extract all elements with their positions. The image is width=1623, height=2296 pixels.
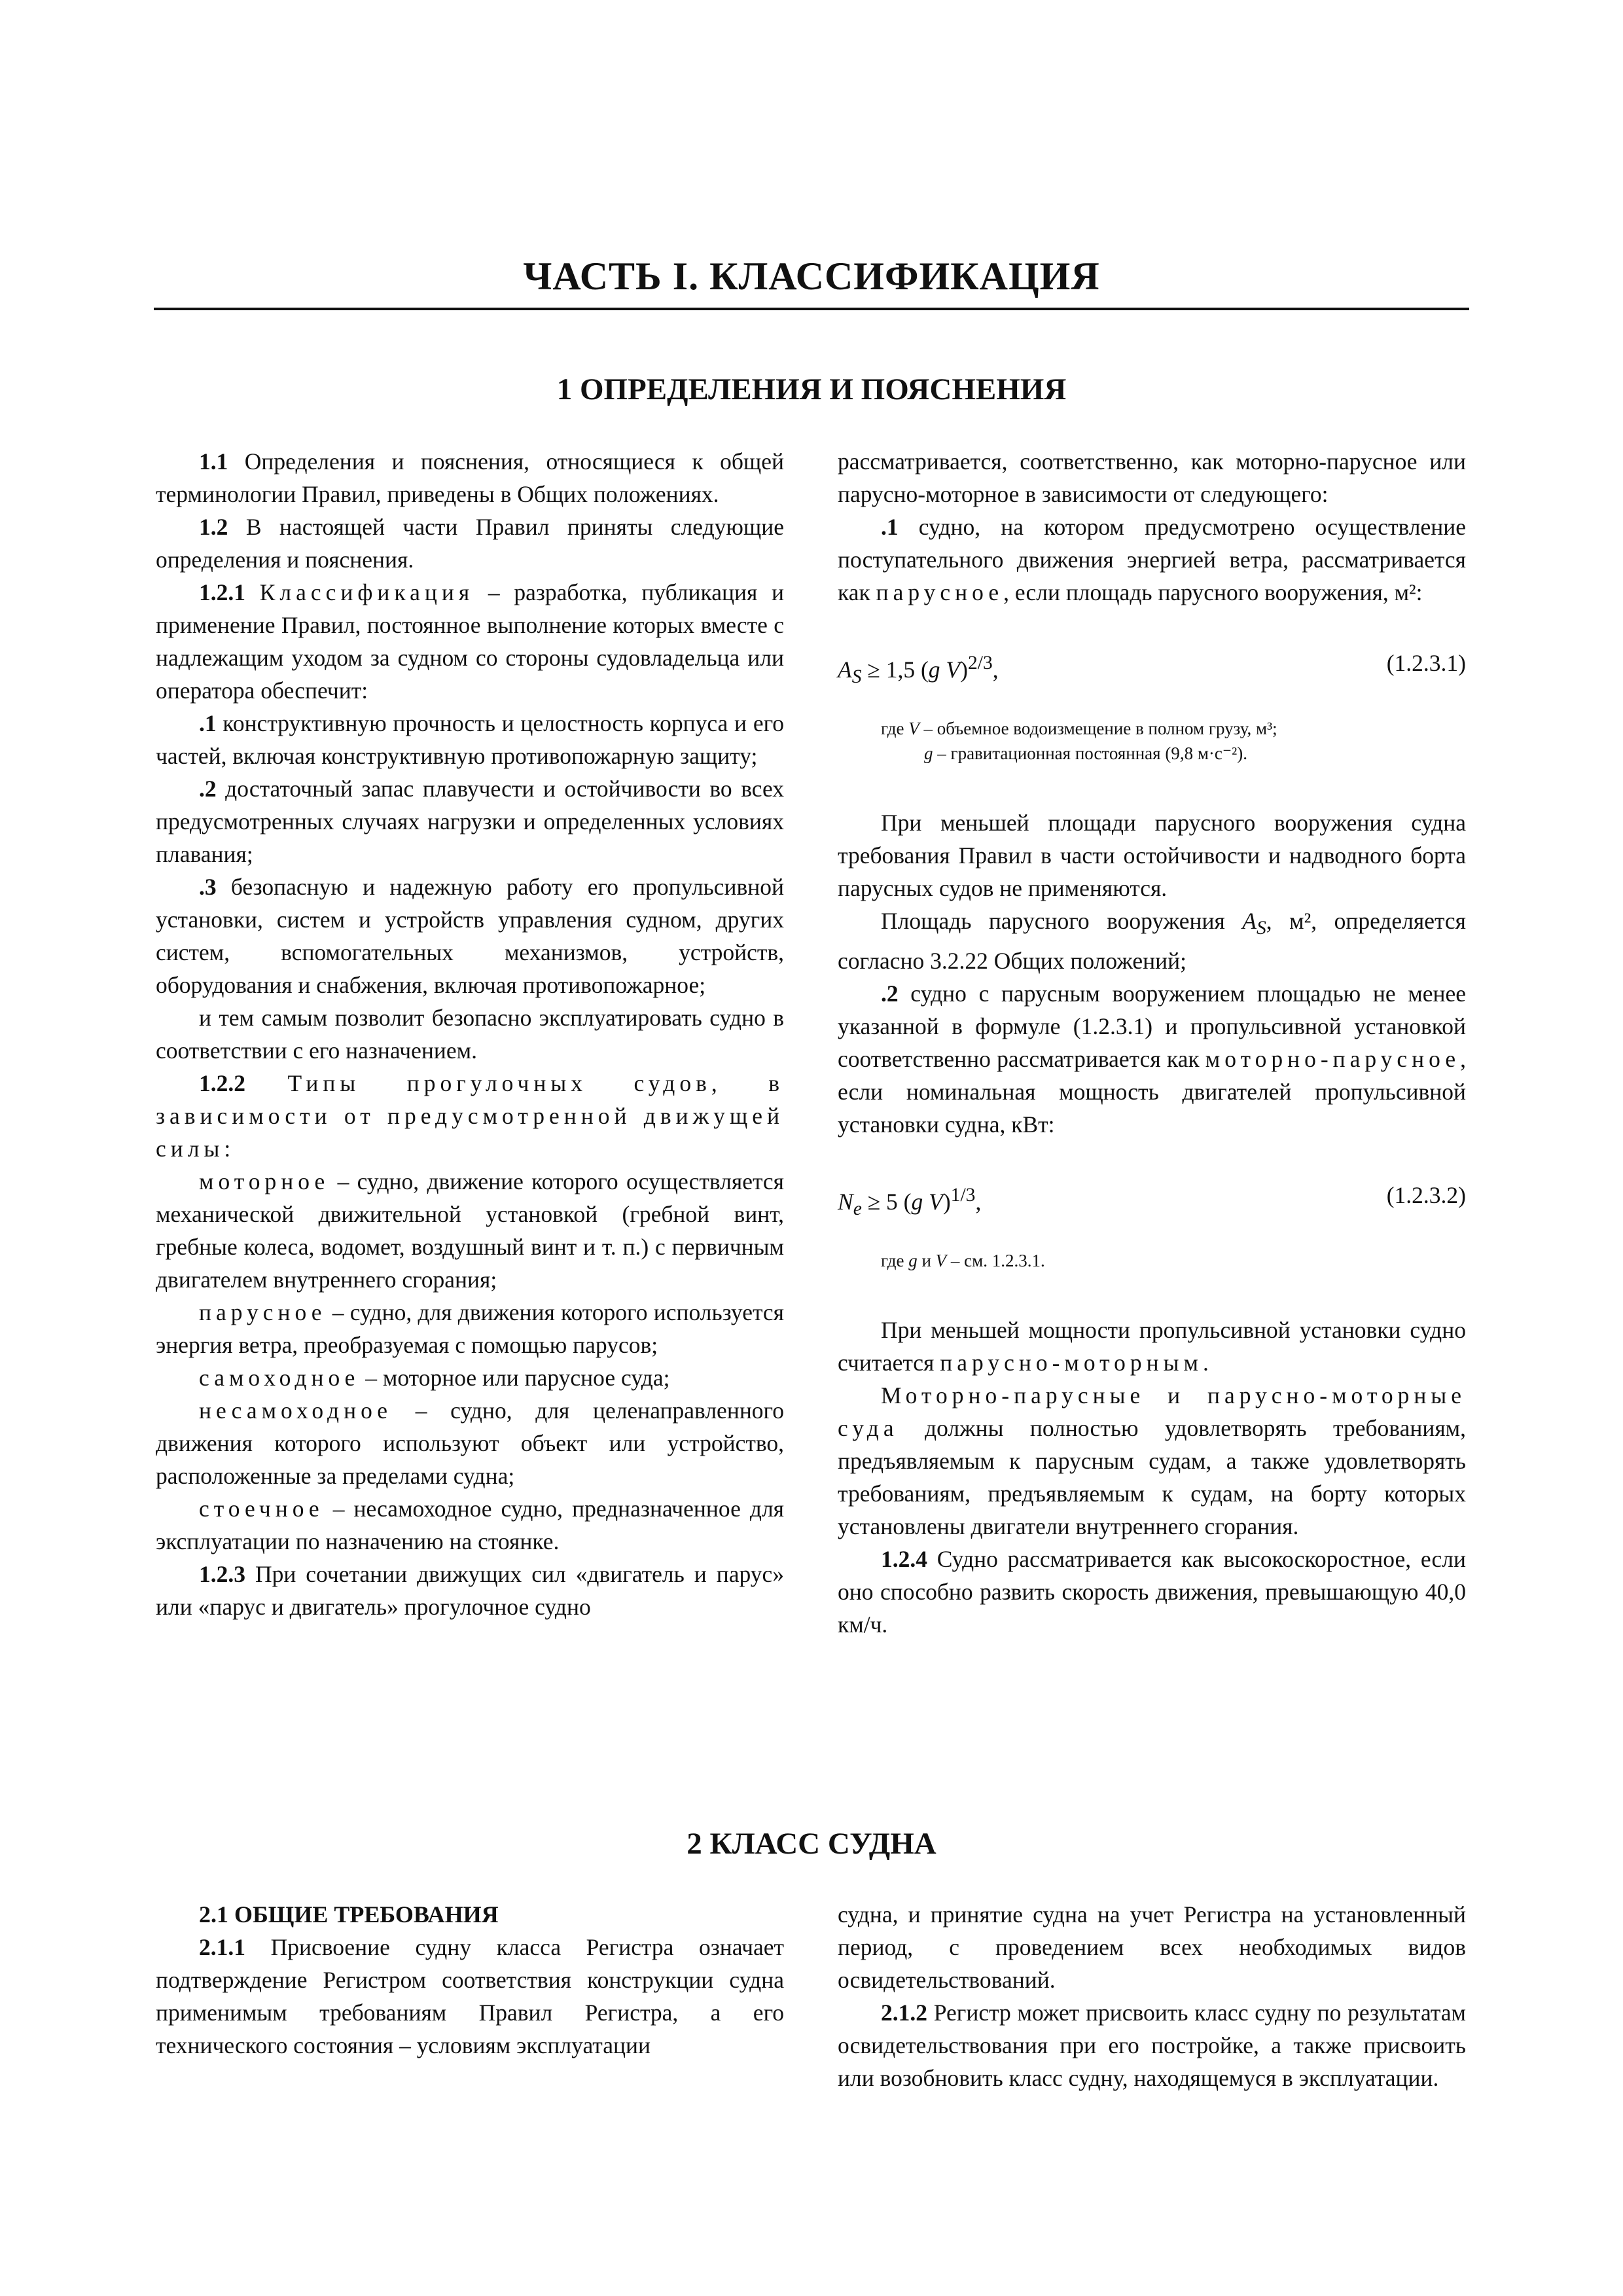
defined-term: стоечное bbox=[199, 1496, 324, 1522]
clause-number: 1.2 bbox=[199, 514, 228, 540]
section-1-title: 1 ОПРЕДЕЛЕНИЯ И ПОЯСНЕНИЯ bbox=[556, 372, 1067, 406]
clause-number: 1.2.2 bbox=[199, 1070, 245, 1096]
section-2-title: 2 КЛАСС СУДНА bbox=[687, 1827, 936, 1861]
list-item-3: .3 безопасную и надежную работу его пропульсивной установки, систем и устройств управления судном, других систем, вспомогательных механизмов, устройств, оборудования и снабжения, включая противопожарное; bbox=[156, 874, 784, 998]
formula-1-2-3-1 bbox=[838, 647, 1466, 686]
paragraph-continuation: судна, и принятие судна на учет Регистра на установленный период, с проведением всех необходимых видов освидетельствований. bbox=[838, 1901, 1466, 1993]
type-motor: моторное – судно, движение которого осуществляется механической движительной установкой (гребной винт, гребные колеса, водомет, воздушный винт и т. п.) с первичным двигателем внутреннего сгорания; bbox=[156, 1168, 784, 1293]
defined-term: парусно-моторным bbox=[940, 1350, 1204, 1376]
formula-number: (1.2.3.1) bbox=[1386, 650, 1466, 676]
item-number: .1 bbox=[881, 514, 899, 540]
clause-number: 1.1 bbox=[199, 448, 228, 475]
clause-number: 1.2.1 bbox=[199, 579, 245, 605]
paragraph-2-1-1: 2.1.1 Присвоение судну класса Регистра означает подтверждение Регистром соответствия конструкции судна применимым требованиям Правил Регистра, а его технического состояния – условиям эксплуатации bbox=[156, 1934, 784, 2058]
paragraph-continuation: рассматривается, соответственно, как моторно-парусное или парусно-моторное в зависимости от следующего: bbox=[838, 448, 1466, 507]
paragraph-1-1: 1.1 Определения и пояснения, относящиеся к общей терминологии Правил, приведены в Общих положениях. bbox=[156, 448, 784, 507]
defined-term: парусное bbox=[199, 1299, 327, 1325]
defined-term: Моторно-парусные и парусно-моторные суда bbox=[838, 1382, 1466, 1442]
clause-number: 2.1.1 bbox=[199, 1934, 245, 1960]
paragraph-combined-types: Моторно-парусные и парусно-моторные суда должны полностью удовлетворять требованиям, предъявляемым к парусным судам, а также удовлетворять требованиям, предъявляемым к судам, на борту которых установлены двигатели внутреннего сгорания. bbox=[838, 1382, 1466, 1540]
clause-number: 1.2.4 bbox=[881, 1546, 927, 1573]
part-title: ЧАСТЬ I. КЛАССИФИКАЦИЯ bbox=[523, 255, 1100, 298]
list-item-1: .1 конструктивную прочность и целостность корпуса и его частей, включая конструктивную противопожарную защиту; bbox=[156, 710, 784, 769]
formula-1-2-3-2 bbox=[838, 1179, 1466, 1218]
paragraph-1-2-4: 1.2.4 Судно рассматривается как высокоскоростное, если оно способно развить скорость движения, превышающую 40,0 км/ч. bbox=[838, 1546, 1466, 1638]
section-1-right-column bbox=[838, 445, 1466, 1641]
formula-legend: где V – объемное водоизмещение в полном грузу, м³; g – гравитационная постоянная (9,8 м·с⁻²). bbox=[881, 719, 1277, 763]
list-item-1: .1 судно, на котором предусмотрено осуществление поступательного движения энергией ветра, рассматривается как парусное, если площадь парусного вооружения, м²: bbox=[838, 514, 1466, 605]
type-stationary: стоечное – несамоходное судно, предназначенное для эксплуатации по назначению на стоянке. bbox=[156, 1496, 784, 1554]
item-number: .2 bbox=[881, 980, 899, 1007]
type-self-propelled: самоходное – моторное или парусное суда; bbox=[199, 1365, 670, 1391]
defined-term: Классификация bbox=[259, 579, 474, 605]
formula-expression: $N_e \ge 5$ (g V)$^{1/3}$, bbox=[838, 1185, 982, 1220]
type-sail: парусное – судно, для движения которого используется энергия ветра, преобразуемая с помощью парусов; bbox=[156, 1299, 784, 1358]
subsection-2-1-title: 2.1 ОБЩИЕ ТРЕБОВАНИЯ bbox=[199, 1901, 499, 1928]
item-number: .1 bbox=[199, 710, 217, 736]
clause-number: 2.1.2 bbox=[881, 2000, 927, 2026]
defined-term: несамоходное bbox=[199, 1397, 393, 1424]
section-1-left-column bbox=[156, 445, 784, 1623]
paragraph-1-2-2 bbox=[156, 1067, 784, 1165]
paragraph-1-2: 1.2 В настоящей части Правил приняты следующие определения и пояснения. bbox=[156, 514, 784, 573]
clause-number: 1.2.3 bbox=[199, 1561, 245, 1587]
defined-term: моторное bbox=[199, 1168, 330, 1194]
item-number: .3 bbox=[199, 874, 217, 900]
paragraph-sail-area: Площадь парусного вооружения $A_S$, м², определяется согласно 3.2.22 Общих положений; bbox=[838, 908, 1467, 975]
list-item-2: .2 достаточный запас плавучести и остойчивости во всех предусмотренных случаях нагрузки и определенных условиях плавания; bbox=[156, 776, 784, 867]
type-non-self-propelled: несамоходное – судно, для целенаправленного движения которого используют объект или устройство, расположенные за пределами судна; bbox=[156, 1397, 784, 1489]
defined-term: Типы прогулочных судов, в зависимости от предусмотренной движущей силы: bbox=[156, 1070, 785, 1162]
defined-term: парусное bbox=[876, 579, 1004, 605]
paragraph-sail-motor: При меньшей мощности пропульсивной установки судно считается парусно-моторным. bbox=[838, 1317, 1466, 1376]
formula-legend: где g и V – см. 1.2.3.1. bbox=[881, 1251, 1045, 1271]
list-item-2: .2 судно с парусным вооружением площадью не менее указанной в формуле (1.2.3.1) и пропульсивной установкой соответственно рассматривается как моторно-парусное, если номинальная мощность двигателей пропульсивной установки судна, кВт: bbox=[838, 980, 1466, 1138]
part-title-rule bbox=[154, 308, 1469, 310]
paragraph-1-2-3: 1.2.3 При сочетании движущих сил «двигатель и парус» или «парус и двигатель» прогулочное судно bbox=[156, 1561, 784, 1620]
paragraph-2-1-2: 2.1.2 Регистр может присвоить класс судну по результатам освидетельствования при его постройке, а также присвоить или возобновить класс судну, находящемуся в эксплуатации. bbox=[838, 2000, 1466, 2091]
formula-number: (1.2.3.2) bbox=[1386, 1182, 1466, 1209]
item-number: .2 bbox=[199, 776, 217, 802]
paragraph-conclusion: и тем самым позволит безопасно эксплуатировать судно в соответствии с его назначением. bbox=[156, 1005, 784, 1064]
paragraph-sail-area-note: При меньшей площади парусного вооружения судна требования Правил в части остойчивости и надводного борта парусных судов не применяются. bbox=[838, 810, 1466, 901]
paragraph-1-2-1: 1.2.1 Классификация – разработка, публикация и применение Правил, постоянное выполнение которых вместе с надлежащим уходом за судном со стороны судовладельца или оператора обеспечит: bbox=[156, 579, 784, 704]
defined-term: моторно-парусное bbox=[1205, 1046, 1461, 1073]
formula-expression: $A_S \ge 1,5$ (g V)$^{2/3}$, bbox=[838, 653, 999, 687]
section-2-right-column bbox=[838, 1898, 1466, 2094]
defined-term: самоходное bbox=[199, 1365, 360, 1391]
section-2-left-column bbox=[156, 1898, 784, 2062]
